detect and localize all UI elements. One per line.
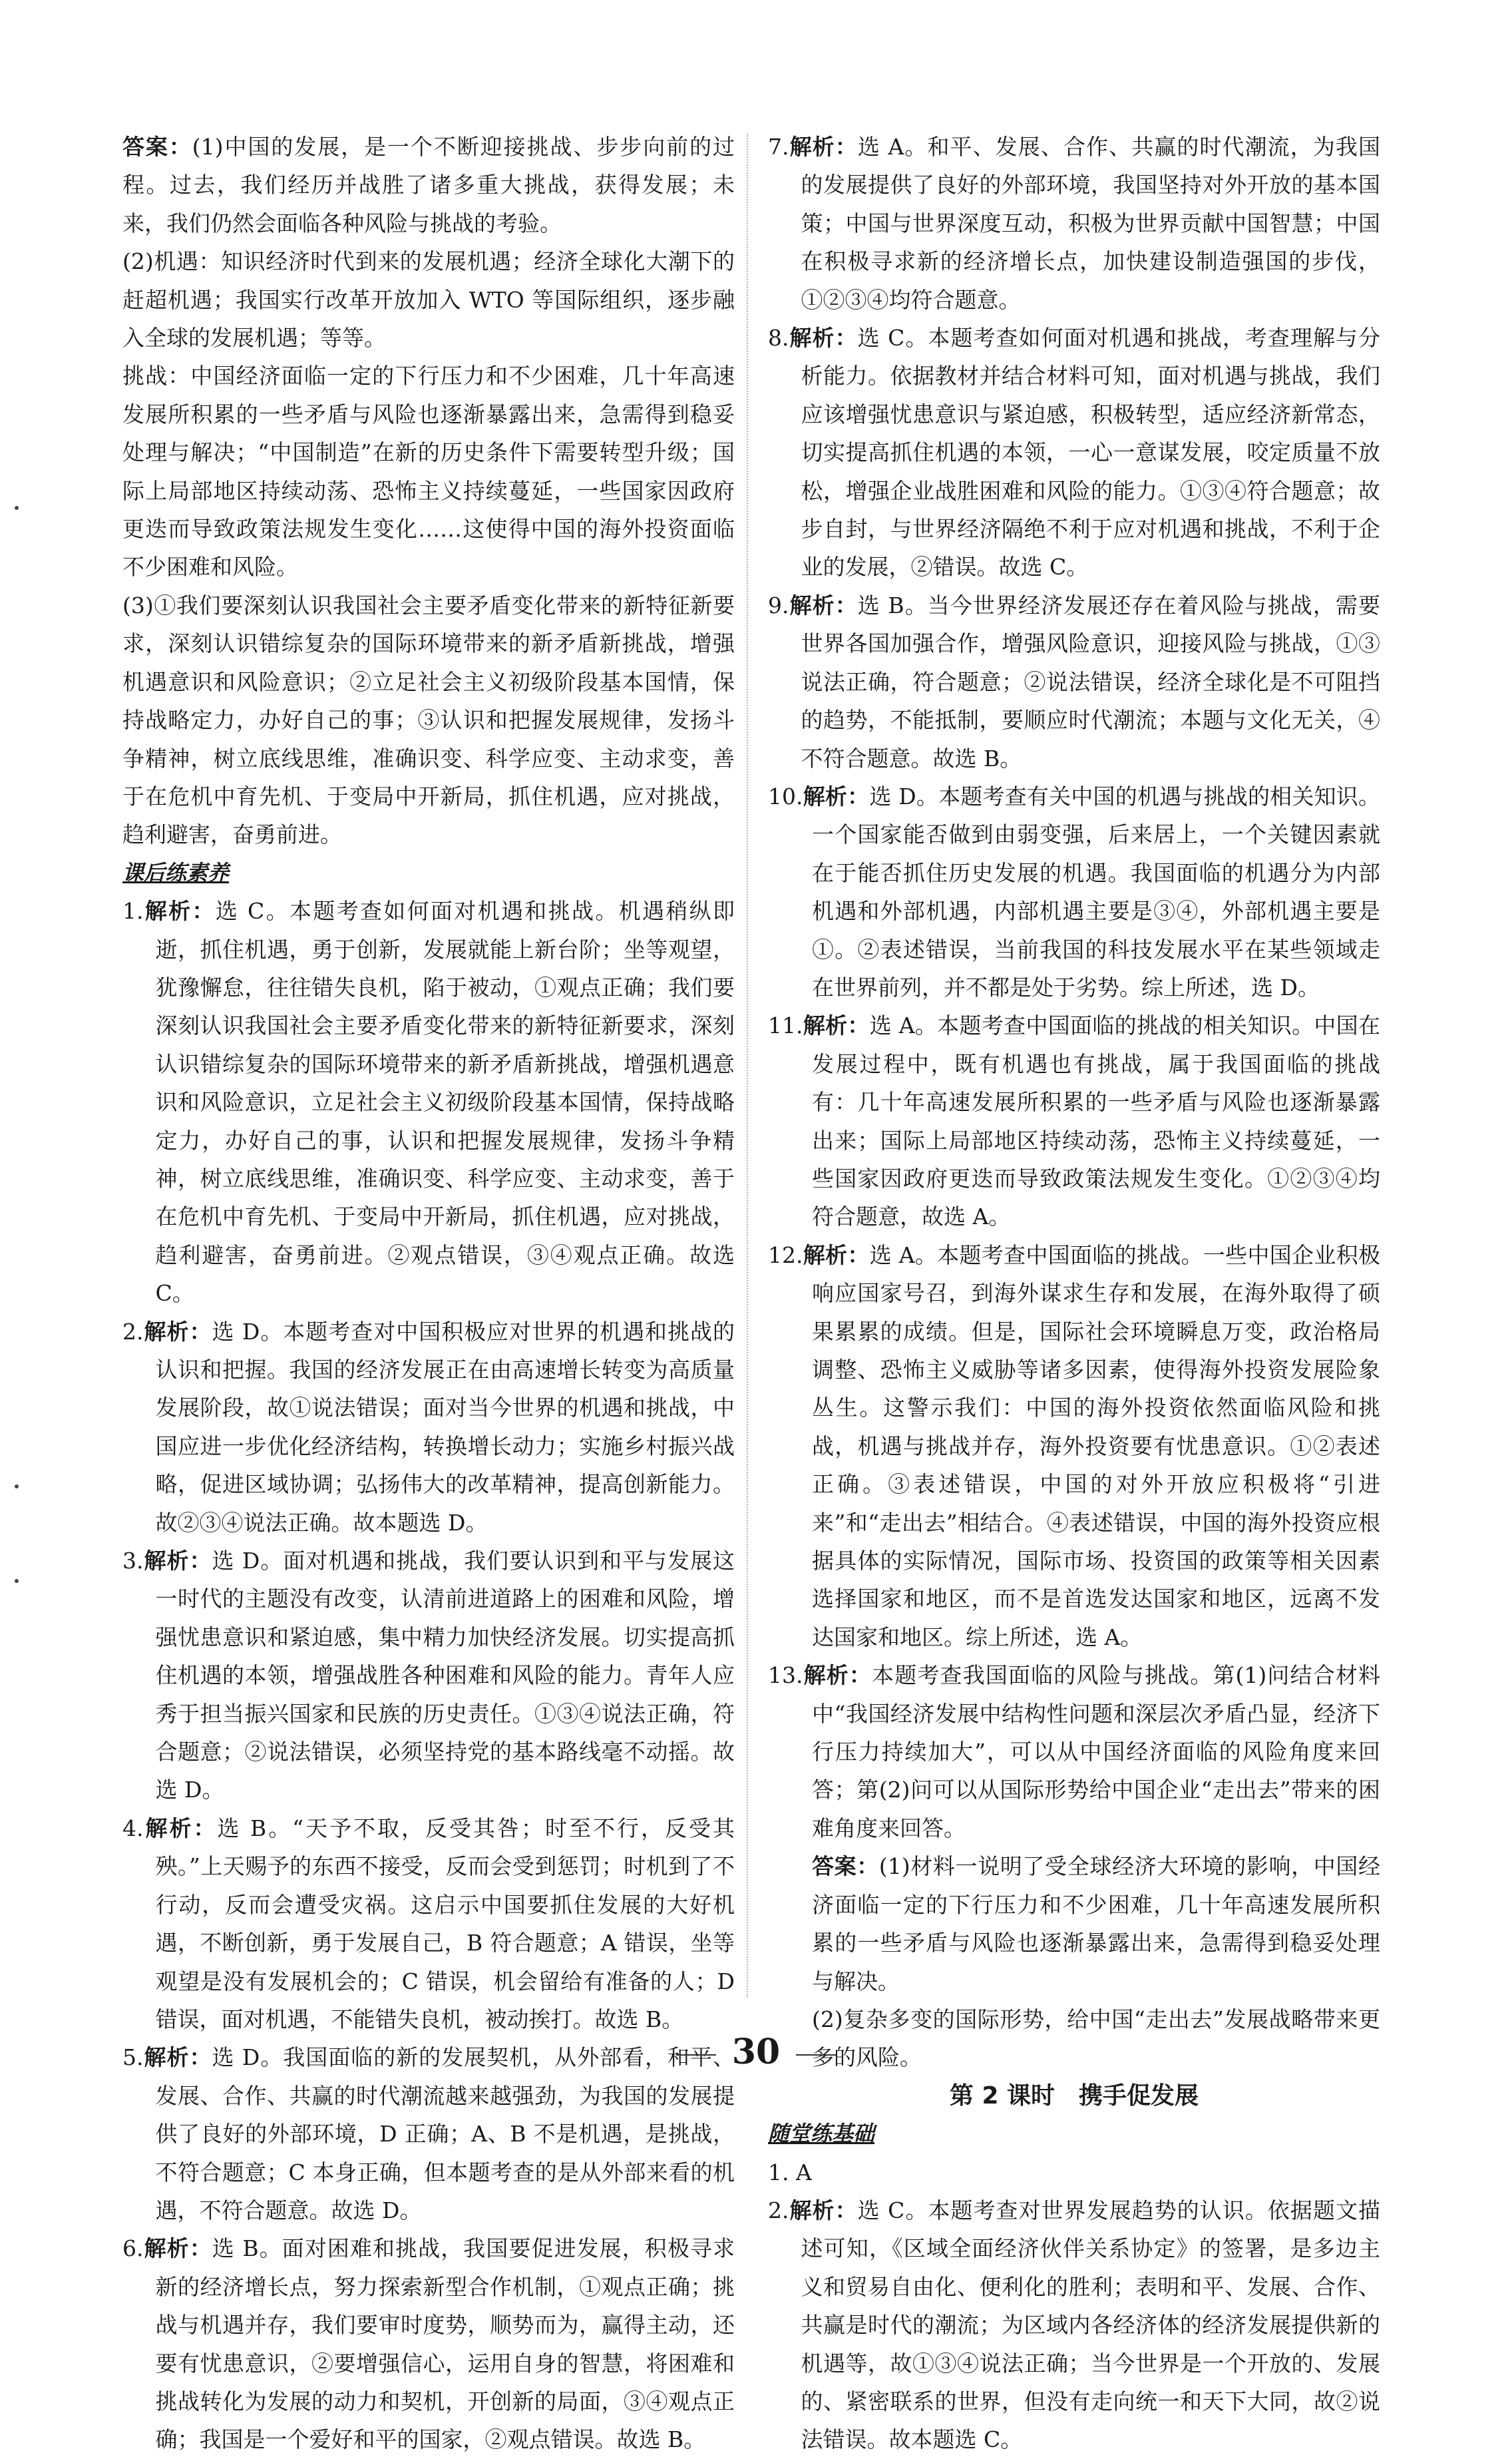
list-item: 7.解析：选 A。和平、发展、合作、共赢的时代潮流，为我国的发展提供了良好的外部环境，我国坚持对外开放的基本国策；中国与世界深度互动，积极为世界贡献中国智慧；中国在积极寻求新的经济增长点，加快建设制造强国的步伐，①②③④均符合题意。 [768,134,1380,313]
list-item: 12.解析：选 A。本题考查中国面临的挑战。一些中国企业积极响应国家号召，到海外谋求生存和发展，在海外取得了硕果累累的成绩。但是，国际社会环境瞬息万变，政治格局调整、恐怖主义威胁等诸多因素，使得海外投资发展险象丛生。这警示我们：中国的海外投资依然面临风险和挑战，机遇与挑战并存，海外投资要有忧患意识。①②表述正确。③表述错误，中国的对外开放应积极将“引进来”和“走出去”相结合。④表述错误，中国的海外投资应根据具体的实际情况，国际市场、投资国的政策等相关因素选择国家和地区，而不是首选发达国家和地区，远离不发达国家和地区。综上所述，选 A。 [768,1241,1380,1650]
section-title: 课后练素养 [122,859,230,885]
answer-paragraph: (3)①我们要深刻认识我国社会主要矛盾变化带来的新特征新要求，深刻认识错综复杂的国际环境带来的新矛盾新挑战，增强机遇意识和风险意识；②立足社会主义初级阶段基本国情，保持战略定力，办好自己的事；③认识和把握发展规律，发扬斗争精神，树立底线思维，准确识变、科学应变、主动求变，善于在危机中育先机、于变局中开新局，抓住机遇，应对挑战，趋利避害，奋勇前进。 [122,592,735,848]
list-item: 1. A [768,2159,812,2185]
margin-dot [15,506,19,510]
page-number: 30 [731,2032,781,2072]
list-item: 8.解析：选 C。本题考查如何面对机遇和挑战，考查理解与分析能力。依据教材并结合材料可知，面对机遇与挑战，我们应该增强忧患意识与紧迫感，积极转型，适应经济新常态，切实提高抓住机遇的本领，一心一意谋发展，咬定质量不放松，增强企业战胜困难和风险的能力。①③④符合题意；故步自封，与世界经济隔绝不利于应对机遇和挑战，不利于企业的发展，②错误。故选 C。 [768,325,1381,580]
answer-paragraph: (2)复杂多变的国际形势，给中国“走出去”发展战略带来更多的风险。 [812,2006,1380,2071]
answer-paragraph: 答案：(1)材料一说明了受全球经济大环境的影响，中国经济面临一定的下行压力和不少困难，几十年高速发展所积累的一些矛盾与风险也逐渐暴露出来，急需得到稳妥处理与解决。 [812,1853,1380,1994]
list-item: 11.解析：选 A。本题考查中国面临的挑战的相关知识。中国在发展过程中，既有机遇也有挑战，属于我国面临的挑战有：几十年高速发展所积累的一些矛盾与风险也逐渐暴露出来；国际上局部地区持续动荡，恐怖主义持续蔓延，一些国家因政府更迭而导致政策法规发生变化。①②③④均符合题意，故选 A。 [768,1012,1380,1230]
list-item: 4.解析：选 B。“天予不取，反受其咎；时至不行，反受其殃。”上天赐予的东西不接受，反而会受到惩罚；时机到了不行动，反而会遭受灾祸。这启示中国要抓住发展的大好机遇，不断创新，勇于发展自己，B 符合题意；A 错误，坐等观望是没有发展机会的；C 错误，机会留给有准备的人；D 错误，面对机遇，不能错失良机，被动挨打。故选 B。 [122,1815,735,2032]
left-column [122,128,735,2459]
section-title: 随堂练基础 [768,2121,875,2147]
answer-paragraph: 挑战：中国经济面临一定的下行压力和不少困难，几十年高速发展所积累的一些矛盾与风险也逐渐暴露出来，急需得到稳妥处理与解决；“中国制造”在新的历史条件下需要转型升级；国际上局部地区持续动荡、恐怖主义持续蔓延，一些国家因政府更迭而导致政策法规发生变化……这使得中国的海外投资面临不少困难和风险。 [122,363,735,580]
list-item: 2.解析：选 D。本题考查对中国积极应对世界的机遇和挑战的认识和把握。我国的经济发展正在由高速增长转变为高质量发展阶段，故①说法错误；面对当今世界的机遇和挑战，中国应进一步优化经济结构，转换增长动力；实施乡村振兴战略，促进区域协调；弘扬伟大的改革精神，提高创新能力。故②③④说法正确。故本题选 D。 [122,1318,735,1536]
list-item: 10.解析：选 D。本题考查有关中国的机遇与挑战的相关知识。一个国家能否做到由弱变强，后来居上，一个关键因素就在于能否抓住历史发展的机遇。我国面临的机遇分为内部机遇和外部机遇，内部机遇主要是③④，外部机遇主要是①。②表述错误，当前我国的科技发展水平在某些领域走在世界前列，并不都是处于劣势。综上所述，选 D。 [768,783,1380,1001]
list-item: 5.解析：选 D。我国面临的新的发展契机，从外部看，和平、发展、合作、共赢的时代潮流越来越强劲，为我国的发展提供了良好的外部环境，D 正确；A、B 不是机遇，是挑战，不符合题意；C 本身正确，但本题考查的是从外部来看的机遇，不符合题意。故选 D。 [122,2044,735,2223]
list-item: 13.解析：本题考查我国面临的风险与挑战。第(1)问结合材料中“我国经济发展中结构性问题和深层次矛盾凸显，经济下行压力持续加大”，可以从中国经济面临的风险角度来回答；第(2)问可以从国际形势给中国企业“走出去”带来的困难角度来回答。 [768,1662,1381,1841]
list-item: 1.解析：选 C。本题考查如何面对机遇和挑战。机遇稍纵即逝，抓住机遇，勇于创新，发展就能上新台阶；坐等观望，犹豫懈怠，往往错失良机，陷于被动，①观点正确；我们要深刻认识我国社会主要矛盾变化带来的新特征新要求，深刻认识错综复杂的国际环境带来的新矛盾新挑战，增强机遇意识和风险意识，立足社会主义初级阶段基本国情，保持战略定力，办好自己的事，认识和把握发展规律，发扬斗争精神，树立底线思维，准确识变、科学应变、主动求变，善于在危机中育先机、于变局中开新局，抓住机遇，应对挑战，趋利避害，奋勇前进。②观点错误，③④观点正确。故选 C。 [122,898,735,1307]
list-item: 2.解析：选 C。本题考查对世界发展趋势的认识。依据题文描述可知，《区域全面经济伙伴关系协定》的签署，是多边主义和贸易自由化、便利化的胜利；表明和平、发展、合作、共赢是时代的潮流；为区域内各经济体的经济发展提供新的机遇等，故①③④说法正确；当今世界是一个开放的、发展的、紧密联系的世界，但没有走向统一和天下大同，故②说法错误。故本题选 C。 [768,2197,1381,2453]
list-item: 6.解析：选 B。面对困难和挑战，我国要促进发展，积极寻求新的经济增长点，努力探索新型合作机制，①观点正确；挑战与机遇并存，我们要审时度势，顺势而为，赢得主动，还要有忧患意识，②要增强信心，运用自身的智慧，将困难和挑战转化为发展的动力和契机，开创新的局面，③④观点正确；我国是一个爱好和平的国家，②观点错误。故选 B。 [122,2235,735,2453]
column-divider [747,133,748,1997]
lesson-heading: 第 2 课时 携手促发展 [949,2082,1199,2110]
right-column [768,128,1380,2459]
answer-paragraph: (2)机遇：知识经济时代到来的发展机遇；经济全球化大潮下的赶超机遇；我国实行改革开放加入 WTO 等国际组织，逐步融入全球的发展机遇；等等。 [122,248,735,351]
list-item: 3.解析：选 D。面对机遇和挑战，我们要认识到和平与发展这一时代的主题没有改变，认清前进道路上的困难和风险，增强忧患意识和紧迫感，集中精力加快经济发展。切实提高抓住机遇的本领，增强战胜各种困难和风险的能力。青年人应秀于担当振兴国家和民族的历史责任。①③④说法正确，符合题意；②说法错误，必须坚持党的基本路线毫不动摇。故选 D。 [122,1548,735,1803]
margin-dot [15,1579,19,1583]
footer-dash [676,2054,716,2056]
footer-dash [796,2054,836,2056]
list-item: 9.解析：选 B。当今世界经济发展还存在着风险与挑战，需要世界各国加强合作，增强风险意识，迎接风险与挑战，①③说法正确，符合题意；②说法错误，经济全球化是不可阻挡的趋势，不能抵制，要顺应时代潮流；本题与文化无关，④不符合题意。故选 B。 [768,592,1380,772]
page-footer [0,2032,1512,2072]
answer-paragraph: 答案：(1)中国的发展，是一个不断迎接挑战、步步向前的过程。过去，我们经历并战胜了诸多重大挑战，获得发展；未来，我们仍然会面临各种风险与挑战的考验。 [122,134,735,236]
margin-dot [15,1484,19,1488]
